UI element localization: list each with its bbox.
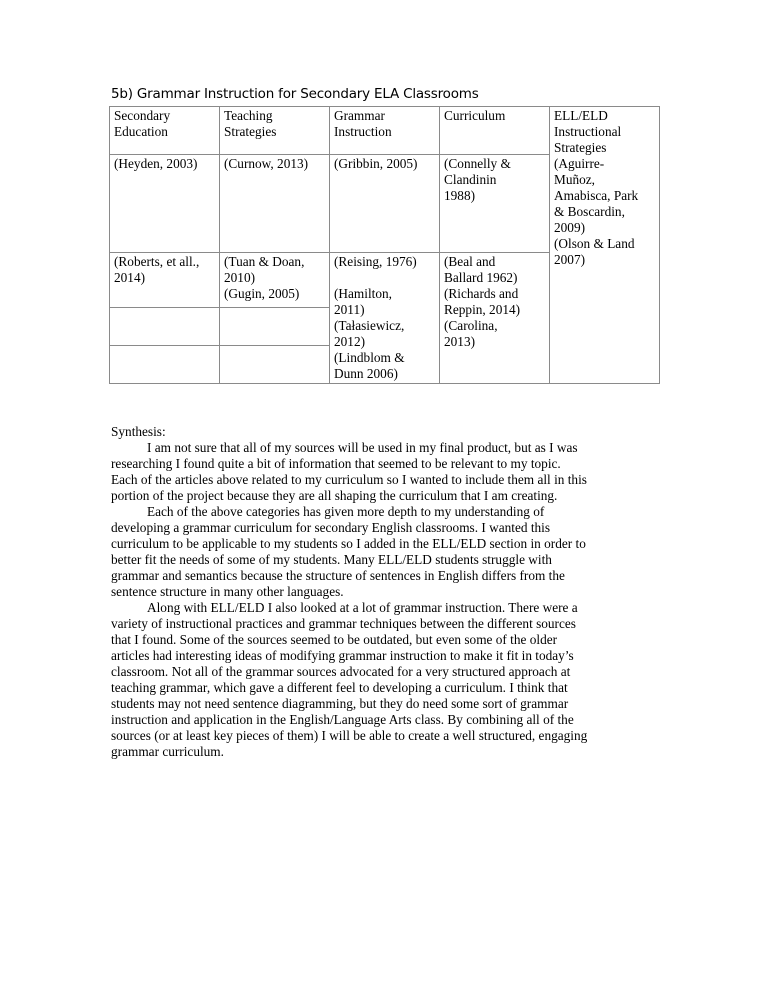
- synthesis-line: students may not need sentence diagramming, but they do need some sort of grammar: [111, 696, 569, 711]
- table-cell: (Roberts, et all., 2014): [110, 253, 220, 308]
- header-cell-teaching-strategies: Teaching Strategies: [220, 107, 330, 155]
- header-cell-secondary-education: Secondary Education: [110, 107, 220, 155]
- synthesis-title: Synthesis:: [111, 424, 166, 439]
- table-cell-empty: [110, 345, 220, 383]
- synthesis-line: teaching grammar, which gave a different feel to developing a curriculum. I think that: [111, 680, 568, 695]
- synthesis-line: Each of the above categories has given more depth to my understanding of: [147, 504, 545, 519]
- synthesis-line: articles had interesting ideas of modifying grammar instruction to make it fit in today’s: [111, 648, 574, 663]
- table-cell: (Reising, 1976) (Hamilton, 2011) (Tałasiewicz, 2012) (Lindblom & Dunn 2006): [330, 253, 440, 384]
- table-cell: (Beal and Ballard 1962) (Richards and Reppin, 2014) (Carolina, 2013): [440, 253, 550, 384]
- synthesis-line: I am not sure that all of my sources will be used in my final product, but as I was: [147, 440, 578, 455]
- synthesis-line: researching I found quite a bit of information that seemed to be relevant to my topic.: [111, 456, 561, 471]
- synthesis-line: classroom. Not all of the grammar sources advocated for a very structured approach at: [111, 664, 571, 679]
- table-cell-empty: [220, 345, 330, 383]
- synthesis-line: better fit the needs of some of my students. Many ELL/ELD students struggle with: [111, 552, 552, 567]
- synthesis-line: Each of the articles above related to my curriculum so I wanted to include them all in this: [111, 472, 587, 487]
- synthesis-line: curriculum to be applicable to my students so I added in the ELL/ELD section in order to: [111, 536, 586, 551]
- sources-table: [109, 106, 660, 384]
- synthesis-line: grammar and semantics because the structure of sentences in English differs from the: [111, 568, 565, 583]
- header-cell-ell-eld-strategies: ELL/ELD Instructional Strategies (Aguirre- Muñoz, Amabisca, Park & Boscardin, 2009) (Olson & Land 2007): [550, 107, 660, 384]
- header-cell-curriculum: Curriculum: [440, 107, 550, 155]
- synthesis-line: instruction and application in the English/Language Arts class. By combining all of the: [111, 712, 574, 727]
- synthesis-line: sources (or at least key pieces of them) I will be able to create a well structured, engaging: [111, 728, 588, 743]
- synthesis-line: grammar curriculum.: [111, 744, 224, 759]
- table-cell-empty: [220, 307, 330, 345]
- synthesis-line: that I found. Some of the sources seemed to be outdated, but even some of the older: [111, 632, 558, 647]
- table-cell: (Gribbin, 2005): [330, 155, 440, 253]
- table-cell: (Connelly & Clandinin 1988): [440, 155, 550, 253]
- synthesis-section: [111, 424, 671, 760]
- table-cell: (Curnow, 2013): [220, 155, 330, 253]
- table-header-row: [110, 107, 660, 155]
- table-cell-empty: [110, 307, 220, 345]
- synthesis-line: developing a grammar curriculum for secondary English classrooms. I wanted this: [111, 520, 551, 535]
- table-cell: (Tuan & Doan, 2010) (Gugin, 2005): [220, 253, 330, 308]
- synthesis-line: sentence structure in many other languages.: [111, 584, 344, 599]
- section-heading: 5b) Grammar Instruction for Secondary ELA Classrooms: [111, 86, 479, 102]
- synthesis-line: variety of instructional practices and grammar techniques between the different sources: [111, 616, 576, 631]
- header-cell-grammar-instruction: Grammar Instruction: [330, 107, 440, 155]
- synthesis-line: portion of the project because they are all shaping the curriculum that I am creating.: [111, 488, 558, 503]
- table-cell: (Heyden, 2003): [110, 155, 220, 253]
- synthesis-line: Along with ELL/ELD I also looked at a lot of grammar instruction. There were a: [147, 600, 578, 615]
